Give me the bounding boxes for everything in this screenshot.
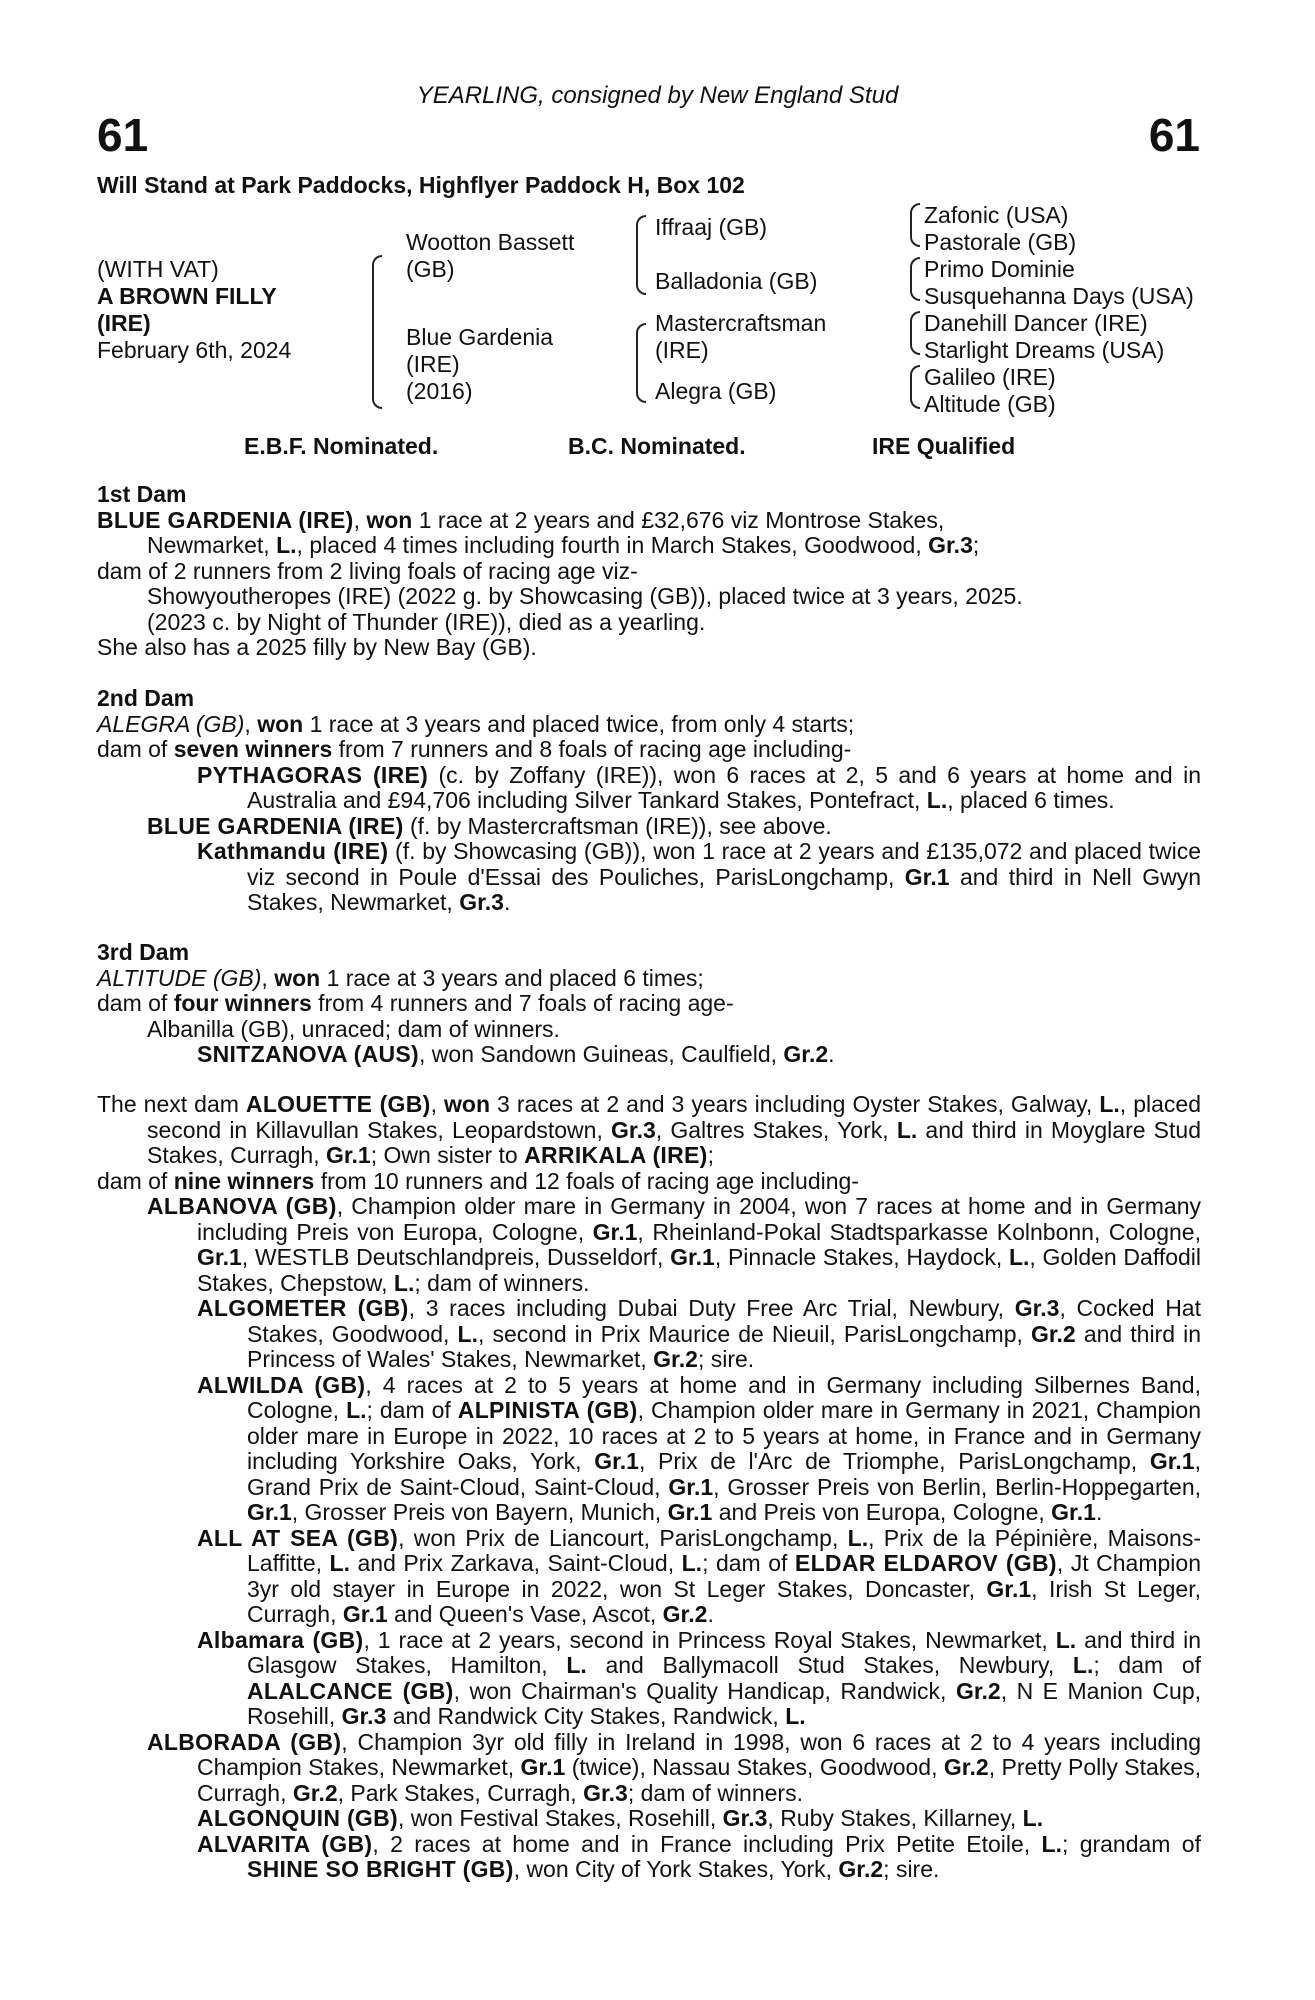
produce-record: (2023 c. by Night of Thunder (IRE)), died as a yearling. <box>147 608 706 635</box>
g3-5: Danehill Dancer (IRE) <box>924 310 1148 336</box>
section-heading: 3rd Dam <box>97 939 190 965</box>
lot-number-right: 61 <box>1148 109 1200 161</box>
subject-dob: February 6th, 2024 <box>97 337 292 363</box>
produce-record: Kathmandu (IRE) (f. by Showcasing (GB)), won 1 race at 2 years and £135,072 and placed twice viz second in Poule d'Essai des Pouliches, ParisLongchamp, Gr.1 and third in Nell Gwyn Stakes, Newmarket, Gr.3. <box>197 838 1201 915</box>
sire-name: Wootton Bassett <box>406 229 575 255</box>
g3-7: Galileo (IRE) <box>924 364 1056 390</box>
g3-2: Pastorale (GB) <box>924 229 1077 255</box>
produce-record: ALBANOVA (GB), Champion older mare in Germany in 2004, won 7 races at home and in Germany including Preis von Europa, Cologne, Gr.1, Rheinland-Pokal Stadtsparkasse Kolnbonn, Cologne, Gr.1, WESTLB Deutschlandpreis, Dusseldorf, Gr.1, Pinnacle Stakes, Haydock, L., Golden Daffodil Stakes, Chepstow, L.; dam of winners. <box>147 1193 1202 1296</box>
produce-note: She also has a 2025 filly by New Bay (GB). <box>97 634 537 660</box>
brace <box>910 365 920 409</box>
stand-location: Will Stand at Park Paddocks, Highflyer Paddock H, Box 102 <box>97 172 745 198</box>
g3-3: Primo Dominie <box>924 256 1075 282</box>
third-dam-section <box>97 940 1201 1068</box>
dam-year: (2016) <box>406 378 473 404</box>
second-dam-section <box>97 686 1201 916</box>
sire-sire: Iffraaj (GB) <box>655 214 768 240</box>
sire-country: (GB) <box>406 256 455 282</box>
dam-record: ALEGRA (GB), won 1 race at 3 years and placed twice, from only 4 starts; <box>97 710 855 737</box>
first-dam-section <box>97 482 1201 661</box>
consignment-line: YEARLING, consigned by New England Stud <box>416 82 899 109</box>
brace <box>372 255 382 409</box>
produce-summary: dam of seven winners from 7 runners and 8 foals of racing age including- <box>97 736 852 762</box>
produce-record: SNITZANOVA (AUS), won Sandown Guineas, Caulfield, Gr.2. <box>197 1041 835 1067</box>
brace <box>636 215 646 295</box>
produce-summary: dam of 2 runners from 2 living foals of racing age viz- <box>97 557 638 584</box>
produce-record: Albamara (GB), 1 race at 2 years, second in Princess Royal Stakes, Newmarket, L. and third in Glasgow Stakes, Hamilton, L. and Ballymacoll Stud Stakes, Newbury, L.; dam of ALALCANCE (GB), won Chairman's Quality Handicap, Randwick, Gr.2, N E Manion Cup, Rosehill, Gr.3 and Randwick City Stakes, Randwick, L. <box>197 1626 1201 1729</box>
sire-dam: Balladonia (GB) <box>655 268 818 294</box>
ire-qualified: IRE Qualified <box>872 433 1016 459</box>
produce-record: ALVARITA (GB), 2 races at home and in France including Prix Petite Etoile, L.; grandam of SHINE SO BRIGHT (GB), won City of York Stakes, York, Gr.2; sire. <box>197 1830 1201 1882</box>
dam-dam: Alegra (GB) <box>655 378 777 404</box>
dam-country: (IRE) <box>406 351 460 377</box>
dam-record: Newmarket, L., placed 4 times including fourth in March Stakes, Goodwood, Gr.3; <box>147 532 980 558</box>
produce-record: ALGONQUIN (GB), won Festival Stakes, Rosehill, Gr.3, Ruby Stakes, Killarney, L. <box>197 1805 1044 1831</box>
brace <box>910 203 920 247</box>
produce-record: PYTHAGORAS (IRE) (c. by Zoffany (IRE)), won 6 races at 2, 5 and 6 years at home and in Australia and £94,706 including Silver Tankard Stakes, Pontefract, L., placed 6 times. <box>197 761 1201 813</box>
brace <box>910 257 920 301</box>
brace <box>636 323 646 403</box>
produce-record: BLUE GARDENIA (IRE) (f. by Mastercraftsman (IRE)), see above. <box>147 812 832 839</box>
produce-record: ALWILDA (GB), 4 races at 2 to 5 years at home and in Germany including Silbernes Band, Cologne, L.; dam of ALPINISTA (GB), Champion older mare in Germany in 2021, Champion older mare in Europe in 2022, 10 races at 2 to 5 years at home, in France and in Germany including Yorkshire Oaks, York, Gr.1, Prix de l'Arc de Triomphe, ParisLongchamp, Gr.1, Grand Prix de Saint-Cloud, Saint-Cloud, Gr.1, Grosser Preis von Berlin, Berlin-Hoppegarten, Gr.1, Grosser Preis von Bayern, Munich, Gr.1 and Preis von Europa, Cologne, Gr.1. <box>197 1371 1202 1525</box>
g3-4: Susquehanna Days (USA) <box>924 283 1194 309</box>
produce-record: ALL AT SEA (GB), won Prix de Liancourt, ParisLongchamp, L., Prix de la Pépinière, Maisons-Laffitte, L. and Prix Zarkava, Saint-Cloud, L.; dam of ELDAR ELDAROV (GB), Jt Champion 3yr old stayer in Europe in 2022, won St Leger Stakes, Doncaster, Gr.1, Irish St Leger, Curragh, Gr.1 and Queen's Vase, Ascot, Gr.2. <box>197 1524 1201 1627</box>
dam-sire-country: (IRE) <box>655 337 709 363</box>
bc-nominated: B.C. Nominated. <box>568 433 746 459</box>
vat-label: (WITH VAT) <box>97 256 219 282</box>
dam-record: The next dam ALOUETTE (GB), won 3 races at 2 and 3 years including Oyster Stakes, Galway, L., placed second in Killavullan Stakes, Leopardstown, Gr.3, Galtres Stakes, York, L. and third in Moyglare Stud Stakes, Curragh, Gr.1; Own sister to ARRIKALA (IRE); <box>97 1091 1201 1168</box>
section-heading: 1st Dam <box>97 481 187 507</box>
section-heading: 2nd Dam <box>97 685 195 711</box>
dam-record: BLUE GARDENIA (IRE), won 1 race at 2 years and £32,676 viz Montrose Stakes, <box>97 506 945 533</box>
dam-record: ALTITUDE (GB), won 1 race at 3 years and placed 6 times; <box>97 964 704 991</box>
dam-name: Blue Gardenia <box>406 324 554 350</box>
subject-name-country: (IRE) <box>97 310 151 336</box>
dam-sire-name: Mastercraftsman <box>655 310 827 336</box>
produce-summary: dam of four winners from 4 runners and 7 foals of racing age- <box>97 990 734 1016</box>
brace <box>910 311 920 355</box>
lot-number-left: 61 <box>97 109 149 161</box>
produce-record: ALGOMETER (GB), 3 races including Dubai Duty Free Arc Trial, Newbury, Gr.3, Cocked Hat Stakes, Goodwood, L., second in Prix Maurice de Nieuil, ParisLongchamp, Gr.2 and third in Princess of Wales' Stakes, Newmarket, Gr.2; sire. <box>197 1295 1201 1372</box>
fourth-dam-section <box>97 1092 1201 1883</box>
ebf-nominated: E.B.F. Nominated. <box>244 433 439 459</box>
produce-summary: dam of nine winners from 10 runners and 12 foals of racing age including- <box>97 1167 859 1194</box>
produce-record: Albanilla (GB), unraced; dam of winners. <box>147 1015 560 1042</box>
g3-8: Altitude (GB) <box>924 391 1056 417</box>
g3-6: Starlight Dreams (USA) <box>924 337 1165 363</box>
produce-record: ALBORADA (GB), Champion 3yr old filly in Ireland in 1998, won 6 races at 2 to 4 years including Champion Stakes, Newmarket, Gr.1 (twice), Nassau Stakes, Goodwood, Gr.2, Pretty Polly Stakes, Curragh, Gr.2, Park Stakes, Curragh, Gr.3; dam of winners. <box>147 1728 1202 1806</box>
g3-1: Zafonic (USA) <box>924 202 1069 228</box>
produce-record: Showyoutheropes (IRE) (2022 g. by Showcasing (GB)), placed twice at 3 years, 2025. <box>147 583 1023 609</box>
subject-name: A BROWN FILLY <box>97 283 277 309</box>
